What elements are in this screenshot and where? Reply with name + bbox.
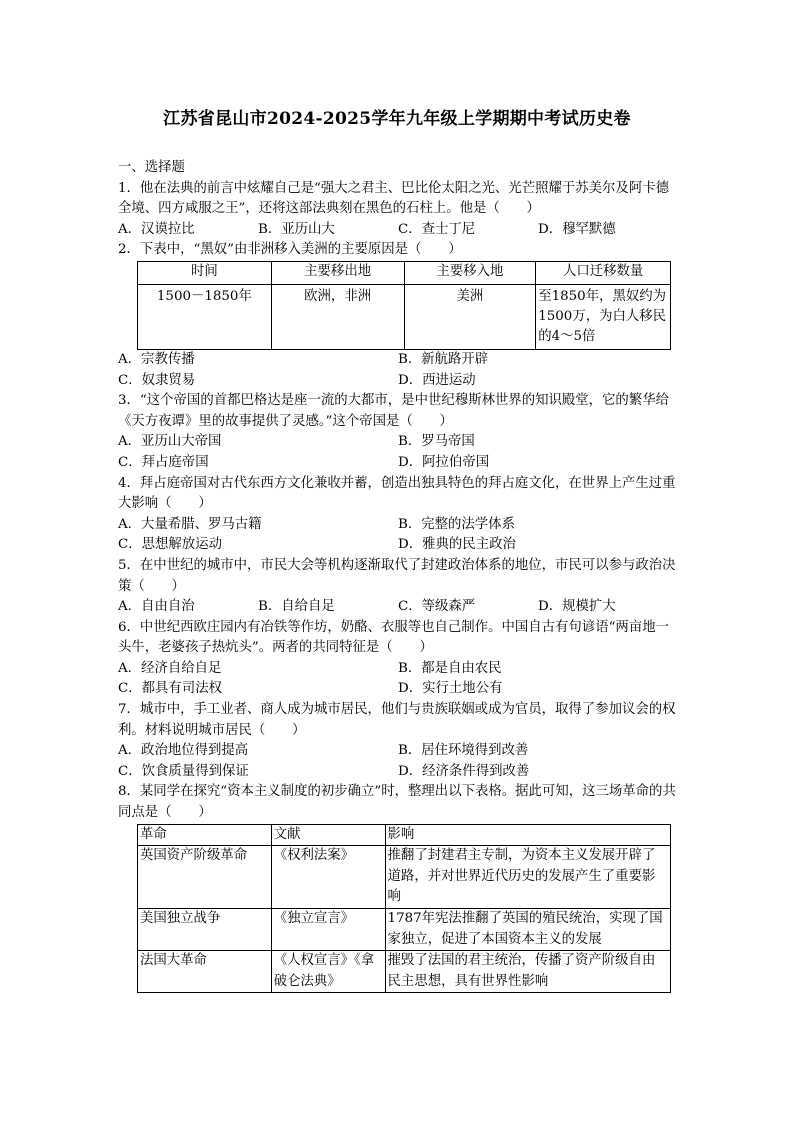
option-c: C．奴隶贸易 — [118, 372, 196, 388]
table-cell: 1500－1850年 — [138, 284, 272, 349]
option-b: B．完整的法学体系 — [398, 516, 515, 532]
option-a: A．自由自治 — [118, 599, 195, 615]
question-4-options-row1 — [118, 515, 678, 536]
section-heading: 一、选择题 — [118, 160, 185, 175]
table-cell: 《人权宣言》《拿破仑法典》 — [271, 951, 385, 993]
table-cell: 美国独立战争 — [138, 909, 272, 951]
option-b: B．亚历山大 — [258, 221, 335, 237]
exam-content — [118, 158, 678, 993]
option-a: A．亚历山大帝国 — [118, 434, 222, 450]
option-d: D．穆罕默德 — [538, 221, 616, 237]
question-4-options-row2 — [118, 535, 678, 556]
option-b: B．自给自足 — [258, 599, 335, 615]
table-header: 主要移入地 — [404, 261, 536, 284]
option-c: C．等级森严 — [398, 599, 476, 615]
option-d: D．西进运动 — [398, 372, 476, 388]
option-d: D．规模扩大 — [538, 599, 616, 615]
option-a: A．大量希腊、罗马古籍 — [118, 516, 262, 532]
question-7-options-row2 — [118, 762, 678, 783]
question-5-options — [118, 597, 678, 618]
table-header-row — [138, 261, 671, 284]
question-2-options-row2 — [118, 371, 678, 392]
table-cell: 1787年宪法推翻了英国的殖民统治，实现了国家独立，促进了本国资本主义的发展 — [385, 909, 670, 951]
question-8-stem: 8．某同学在探究“资本主义制度的初步确立”时，整理出以下表格。据此可知，这三场革命的共同点是（ ） — [118, 784, 676, 821]
option-b: B．新航路开辟 — [398, 351, 489, 367]
table-cell: 《权利法案》 — [271, 846, 385, 909]
question-2-options-row1 — [118, 350, 678, 371]
option-b: B．罗马帝国 — [398, 434, 475, 450]
question-3-stem: 3．“这个帝国的首都巴格达是座一流的大都市，是中世纪穆斯林世界的知识殿堂，它的繁华给《天方夜谭》里的故事提供了灵感。”这个帝国是（ ） — [118, 393, 669, 429]
question-5-stem: 5．在中世纪的城市中，市民大会等机构逐渐取代了封建政治体系的地位，市民可以参与政治决策（ ） — [118, 557, 676, 594]
question-1-options — [118, 220, 678, 241]
question-7-options-row1 — [118, 741, 678, 762]
option-c: C．都具有司法权 — [118, 681, 222, 697]
option-b: B．都是自由农民 — [398, 660, 502, 676]
table-header: 影响 — [385, 824, 670, 846]
option-d: D．雅典的民主政治 — [398, 537, 516, 553]
table-header: 文献 — [271, 824, 385, 846]
option-c: C．拜占庭帝国 — [118, 454, 209, 470]
revolution-table — [137, 824, 671, 994]
table-header: 时间 — [138, 261, 272, 284]
table-cell: 推翻了封建君主专制，为资本主义发展开辟了道路，并对世界近代历史的发展产生了重要影响 — [385, 846, 670, 909]
table-header: 人口迁移数量 — [536, 261, 671, 284]
table-row — [138, 846, 671, 909]
table-cell: 法国大革命 — [138, 951, 272, 993]
table-cell: 美洲 — [404, 284, 536, 349]
question-6-stem: 6．中世纪西欧庄园内有冶铁等作坊，奶酪、衣服等也自己制作。中国自古有句谚语“两亩地一头牛，老婆孩子热炕头”。两者的共同特征是（ ） — [118, 619, 669, 656]
table-row — [138, 909, 671, 951]
exam-title: 江苏省昆山市2024-2025学年九年级上学期期中考试历史卷 — [163, 109, 631, 129]
table-cell: 至1850年，黑奴约为1500万，为白人移民的4～5倍 — [536, 284, 671, 349]
question-6-options-row1 — [118, 659, 678, 680]
table-header: 主要移出地 — [271, 261, 404, 284]
option-c: C．思想解放运动 — [118, 537, 222, 553]
option-a: A．经济自给自足 — [118, 660, 222, 676]
migration-table — [137, 261, 671, 350]
option-d: D．经济条件得到改善 — [398, 763, 530, 779]
option-d: D．阿拉伯帝国 — [398, 454, 490, 470]
question-3-options-row1 — [118, 432, 678, 453]
option-b: B．居住环境得到改善 — [398, 743, 529, 759]
table-cell: 《独立宣言》 — [271, 909, 385, 951]
table-row — [138, 284, 671, 349]
option-a: A．宗教传播 — [118, 351, 195, 367]
table-cell: 摧毁了法国的君主统治，传播了资产阶级自由民主思想，具有世界性影响 — [385, 951, 670, 993]
question-1-stem: 1．他在法典的前言中炫耀自己是“强大之君主、巴比伦太阳之光、光芒照耀于苏美尔及阿卡德全境、四方咸服之王”，还将这部法典刻在黑色的石柱上。他是（ ） — [118, 180, 669, 217]
option-a: A．汉谟拉比 — [118, 221, 195, 237]
option-d: D．实行土地公有 — [398, 681, 503, 697]
table-row — [138, 951, 671, 993]
table-cell: 英国资产阶级革命 — [138, 846, 272, 909]
question-6-options-row2 — [118, 679, 678, 700]
question-3-options-row2 — [118, 453, 678, 474]
option-c: C．查士丁尼 — [398, 221, 476, 237]
option-a: A．政治地位得到提高 — [118, 743, 249, 759]
question-2-stem: 2．下表中，“黑奴”由非洲移入美洲的主要原因是（ ） — [118, 242, 462, 258]
table-cell: 欧洲，非洲 — [271, 284, 404, 349]
question-7-stem: 7．城市中，手工业者、商人成为城市居民，他们与贵族联姻或成为官员，取得了参加议会的权利。材料说明城市居民（ ） — [118, 702, 676, 738]
question-4-stem: 4．拜占庭帝国对古代东西方文化兼收并蓄，创造出独具特色的拜占庭文化，在世界上产生过重大影响（ ） — [118, 475, 676, 512]
table-header: 革命 — [138, 824, 272, 846]
table-header-row — [138, 824, 671, 846]
option-c: C．饮食质量得到保证 — [118, 763, 249, 779]
